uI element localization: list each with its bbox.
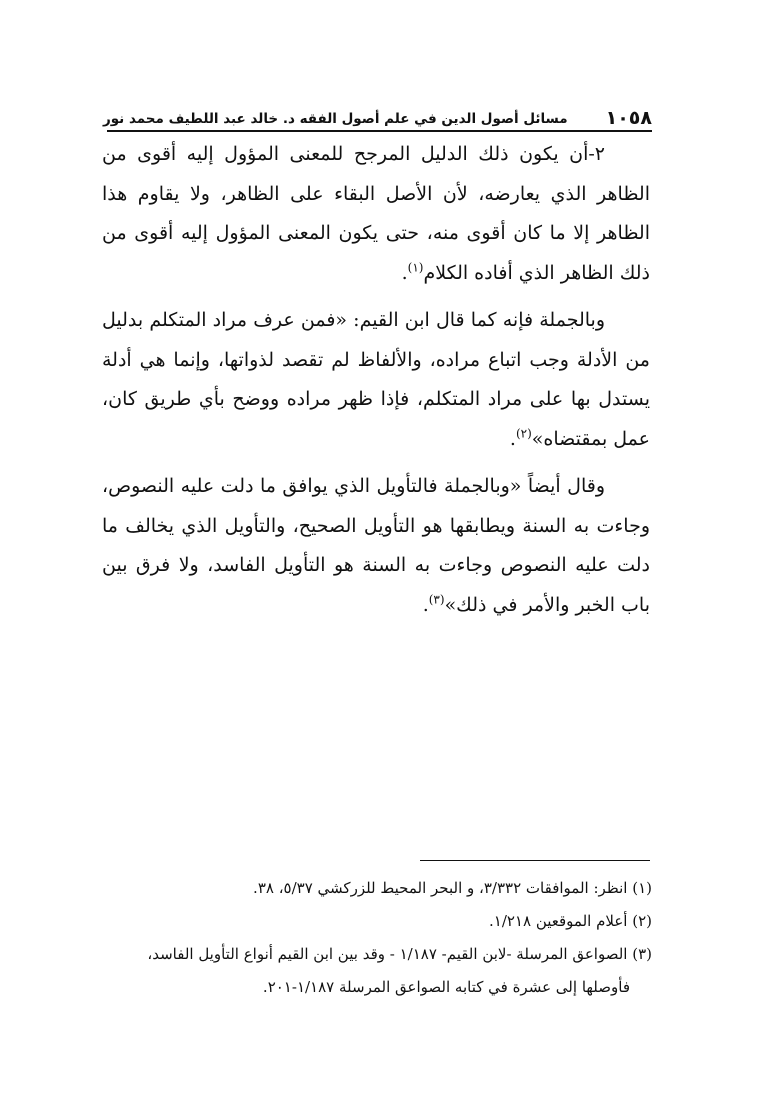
- footnote-2: (٢) أعلام الموقعين ١/٢١٨.: [488, 912, 652, 930]
- footnote-1: (١) انظر: الموافقات ٣/٣٣٢، و البحر المحيط للزركشي ٥/٣٧، ٣٨.: [253, 879, 652, 897]
- paragraph-ibn-qayyim-quote-2: [102, 467, 650, 625]
- page-number: ١٠٥٨: [605, 107, 652, 129]
- running-title: مسائل أصول الدين في علم أصول الفقه د. خالد عبد اللطيف محمد نور: [102, 111, 568, 127]
- paragraph-text: وقال أيضاً «وبالجملة فالتأويل الذي يوافق ما دلت عليه النصوص، وجاءت به السنة ويطابقها هو التأويل الصحيح، والتأويل الذي يخالف ما دلت عليه النصوص وجاءت به السنة هو التأويل الفاسد، ولا فرق بين باب الخبر والأمر في ذلك»: [102, 475, 650, 616]
- footnote-ref-3: (٣): [428, 592, 445, 607]
- footnote-3-continued: فأوصلها إلى عشرة في كتابه الصواعق المرسلة ١/١٨٧-٢٠١.: [262, 978, 630, 996]
- paragraph-end: .: [509, 427, 516, 450]
- paragraph-text: وبالجملة فإنه كما قال ابن القيم: «فمن عرف مراد المتكلم بدليل من الأدلة وجب اتباع مراده، والألفاظ لم تقصد لذواتها، وإنما هي أدلة يستدل بها على مراد المتكلم، فإذا ظهر مراده ووضح بأي طريق كان، عمل بمقتضاه»: [102, 309, 650, 450]
- running-header: [102, 104, 652, 132]
- footnote-separator: [420, 860, 650, 861]
- footnotes: [100, 872, 652, 1004]
- paragraph-ibn-qayyim-quote: [102, 301, 650, 459]
- paragraph-text: ٢-أن يكون ذلك الدليل المرجح للمعنى المؤول إليه أقوى من الظاهر الذي يعارضه، لأن الأصل البقاء على الظاهر، ولا يقاوم هذا الظاهر إلا ما كان أقوى منه، حتى يكون المعنى المؤول إليه أقوى من ذلك الظاهر الذي أفاده الكلام: [102, 143, 650, 284]
- footnote-ref-1: (١): [407, 260, 424, 275]
- footnote-3: (٣) الصواعق المرسلة -لابن القيم- ١/١٨٧ - وقد بين ابن القيم أنواع التأويل الفاسد،: [147, 945, 652, 963]
- paragraph-end: .: [422, 593, 429, 616]
- paragraph-end: .: [401, 261, 408, 284]
- paragraph-condition-2: [102, 135, 650, 293]
- footnote-ref-2: (٢): [515, 426, 532, 441]
- main-text: [102, 135, 650, 625]
